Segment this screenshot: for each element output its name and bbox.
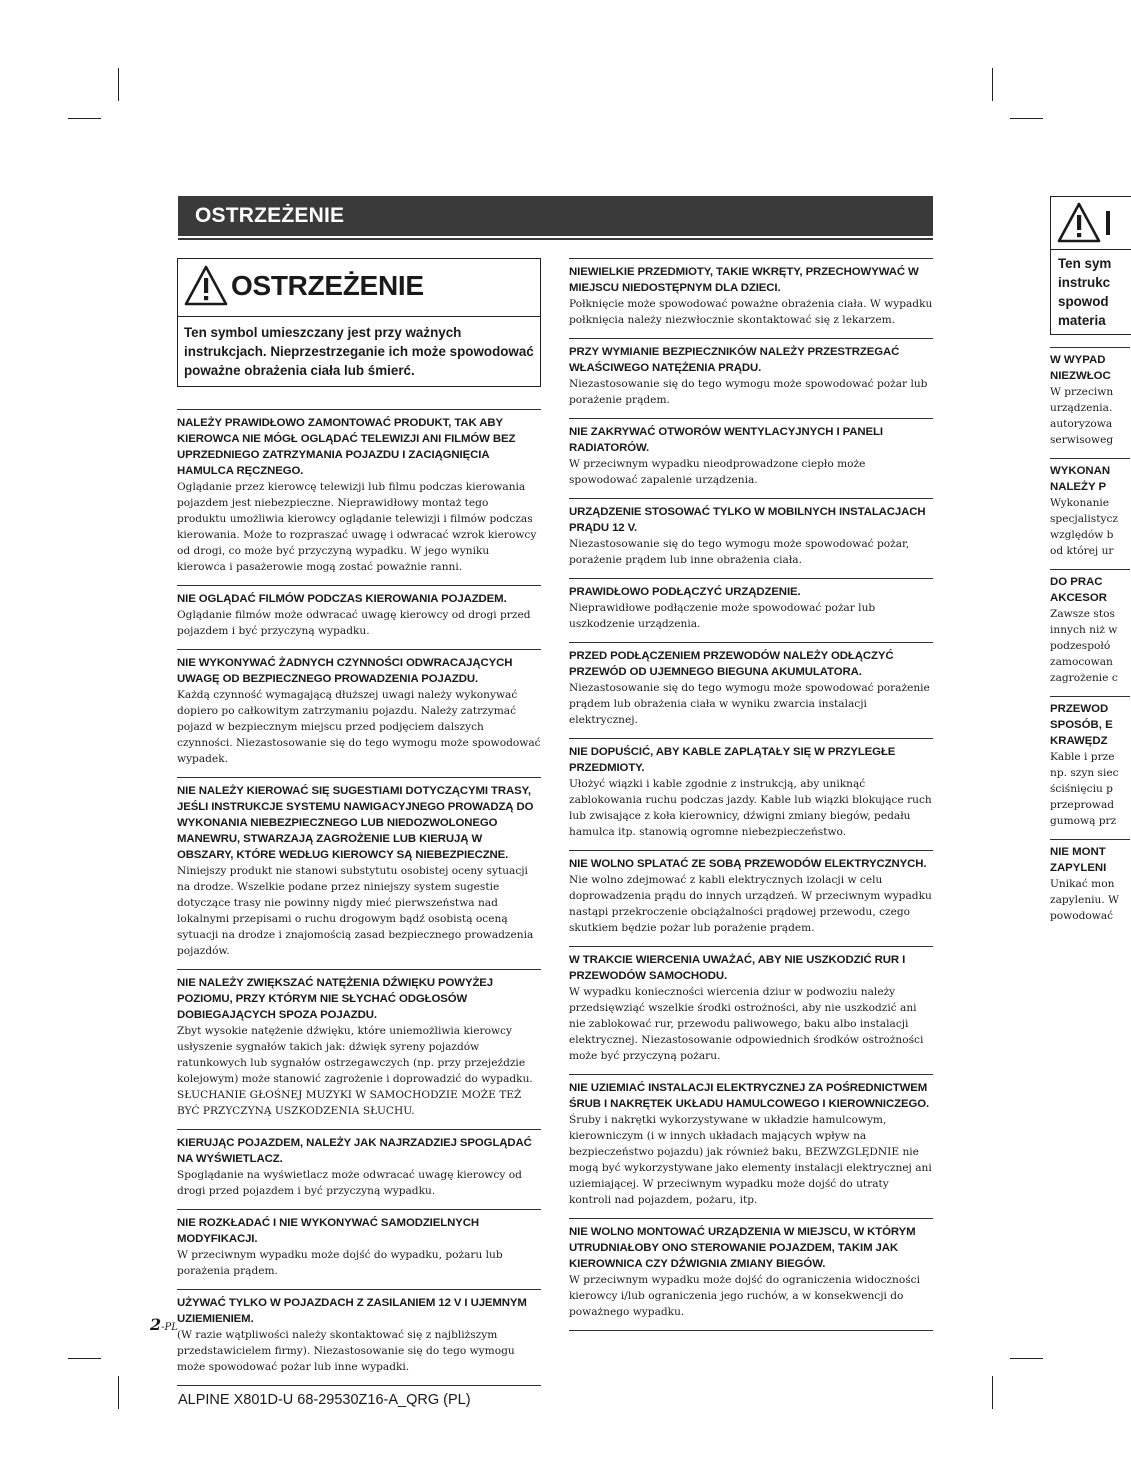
peek-box-text: [1051, 250, 1131, 334]
warning-item-heading: NIEWIELKIE PRZEDMIOTY, TAKIE WKRĘTY, PRZECHOWYWAĆ W MIEJSCU NIEDOSTĘPNYM DLA DZIECI.: [569, 266, 919, 294]
crop-mark: [1010, 118, 1043, 119]
peek-item-text: podzespołó: [1050, 640, 1111, 652]
warning-item-text: W przeciwnym wypadku może dojść do wypadku, pożaru lub porażenia prądem.: [177, 1249, 503, 1277]
warning-item-heading: UŻYWAĆ TYLKO W POJAZDACH Z ZASILANIEM 12 V I UJEMNYM UZIEMIENIEM.: [177, 1297, 527, 1325]
left-items: [177, 409, 541, 1375]
peek-warning-head: [1051, 197, 1131, 250]
warning-item: [177, 649, 541, 767]
warning-item-heading: NIE OGLĄDAĆ FILMÓW PODCZAS KIEROWANIA POJAZDEM.: [177, 593, 507, 605]
peek-item-text: urządzenia.: [1050, 402, 1113, 414]
footer-label: ALPINE X801D-U 68-29530Z16-A_QRG (PL): [178, 1392, 471, 1408]
warning-item: [569, 946, 933, 1064]
crop-mark: [118, 68, 119, 101]
warning-item: [177, 409, 541, 575]
warning-item-text: Śruby i nakrętki wykorzystywane w układzie hamulcowym, kierowniczym (i w innych układach mających wpływ na bezpieczeństwo pojazdu) jak również baku, BEZWZGLĘDNIE nie mogą być wykorzystywane jako elementy instalacji elektrycznej ani uziemiającej. W przeciwnym wypadku może dojść do utraty kontroli nad pojazdem, pożaru, itp.: [569, 1114, 932, 1206]
peek-item-text: powodować: [1050, 910, 1114, 922]
warning-item: [177, 777, 541, 959]
peek-item-text: serwisoweg: [1050, 434, 1114, 446]
peek-item-text: Unikać mon: [1050, 878, 1115, 890]
peek-item-heading: NALEŻY P: [1050, 481, 1107, 493]
next-page-peek: [1050, 196, 1130, 936]
warning-item: [177, 1289, 541, 1375]
warning-item: [177, 1129, 541, 1199]
warning-item-text: Zbyt wysokie natężenie dźwięku, które uniemożliwia kierowcy usłyszenie sygnałów takich jak: dźwięk syreny pojazdów ratunkowych lub sygnałów ostrzegawczych (np. przy przejeździe kolejowym) może stanowić zagrożenie i doprowadzić do wypadku. SŁUCHANIE GŁOŚNEJ MUZYKI W SAMOCHODZIE MOŻE TEŻ BYĆ PRZYCZYNĄ USZKODZENIA SŁUCHU.: [177, 1025, 533, 1117]
warning-box-head: [178, 259, 540, 317]
warning-item-heading: NIE UZIEMIAĆ INSTALACJI ELEKTRYCZNEJ ZA POŚREDNICTWEM ŚRUB I NAKRĘTEK UKŁADU HAMULCOWEGO I KIEROWNICZEGO.: [569, 1082, 930, 1110]
left-column: [177, 258, 541, 1386]
peek-item-heading: W WYPAD: [1050, 354, 1106, 366]
page-number-value: 2: [150, 1315, 162, 1334]
warning-item-heading: PRZY WYMIANIE BEZPIECZNIKÓW NALEŻY PRZESTRZEGAĆ WŁAŚCIWEGO NATĘŻENIA PRĄDU.: [569, 346, 900, 374]
peek-item-heading: WYKONAN: [1050, 465, 1111, 477]
warning-item: [177, 969, 541, 1119]
peek-item-text: np. szyn siec: [1050, 767, 1119, 779]
warning-item-heading: URZĄDZENIE STOSOWAĆ TYLKO W MOBILNYCH INSTALACJACH PRĄDU 12 V.: [569, 506, 926, 534]
peek-item-heading: DO PRAC: [1050, 576, 1103, 588]
warning-item-heading: NIE WOLNO MONTOWAĆ URZĄDZENIA W MIEJSCU, W KTÓRYM UTRUDNIAŁOBY ONO STEROWANIE POJAZDEM, TAKIM JAK KIEROWNICA CZY DŹWIGNIA ZMIANY BIEGÓW.: [569, 1226, 916, 1270]
warning-box: [177, 258, 541, 387]
warning-item: [569, 418, 933, 488]
warning-item: [177, 1209, 541, 1279]
warning-item-text: Ułożyć wiązki i kable zgodnie z instrukcją, aby uniknąć zablokowania ruchu podczas jazdy. Kable lub wiązki blokujące ruch lub zwisające z koła kierownicy, dźwigni zmiany biegów, pedału hamulca itp. stanowią ogromne niebezpieczeństwo.: [569, 778, 932, 838]
warning-item-heading: NIE DOPUŚCIĆ, ABY KABLE ZAPLĄTAŁY SIĘ W PRZYLEGŁE PRZEDMIOTY.: [569, 746, 896, 774]
peek-item: [1050, 569, 1130, 686]
peek-item: [1050, 696, 1130, 829]
peek-item-text: Wykonanie: [1050, 497, 1110, 509]
warning-item-heading: PRAWIDŁOWO PODŁĄCZYĆ URZĄDZENIE.: [569, 586, 801, 598]
peek-items: [1050, 347, 1130, 924]
warning-item-heading: W TRAKCIE WIERCENIA UWAŻAĆ, ABY NIE USZKODZIĆ RUR I PRZEWODÓW SAMOCHODU.: [569, 954, 906, 982]
warning-item: [569, 1218, 933, 1320]
warning-item-text: Niniejszy produkt nie stanowi substytutu osobistej oceny sytuacji na drodze. Wszelkie podane przez niniejszy system sugestie dotyczące trasy nie powinny nigdy mieć pierwszeństwa nad lokalnymi przepisami o ruchu drogowym bądź osobistą oceną sytuacji na drodze i znajomością zasad bezpiecznego prowadzenia pojazdów.: [177, 865, 534, 957]
page-suffix: -PL: [161, 1322, 178, 1333]
warning-item-text: Nieprawidłowe podłączenie może spowodować pożar lub uszkodzenie urządzenia.: [569, 602, 876, 630]
crop-mark: [68, 118, 101, 119]
warning-item: [569, 738, 933, 840]
warning-item-heading: PRZED PODŁĄCZENIEM PRZEWODÓW NALEŻY ODŁĄCZYĆ PRZEWÓD OD UJEMNEGO BIEGUNA AKUMULATORA.: [569, 650, 894, 678]
warning-item: [569, 642, 933, 728]
warning-item-text: Każdą czynność wymagającą dłuższej uwagi należy wykonywać dopiero po całkowitym zatrzymaniu pojazdu. Należy zatrzymać pojazd w bezpiecznym miejscu przed podjęciem dalszych czynności. Niezastosowanie się do tego wymogu może spowodować wypadek.: [177, 689, 541, 765]
warning-triangle-icon: [1057, 201, 1101, 245]
peek-box-line: instrukc: [1058, 275, 1111, 290]
warning-item: [569, 578, 933, 632]
peek-title-fragment: [1106, 211, 1110, 235]
warning-item-text: Niezastosowanie się do tego wymogu może spowodować porażenie prądem lub obrażenia ciała w wyniku zwarcia instalacji elektrycznej.: [569, 682, 930, 726]
section-rule: [178, 238, 933, 240]
peek-item-text: W przeciwn: [1050, 386, 1114, 398]
peek-item-heading: PRZEWOD: [1050, 703, 1109, 715]
peek-item-text: autoryzowa: [1050, 418, 1113, 430]
peek-item-text: innych niż w: [1050, 624, 1118, 636]
warning-item-heading: NIE NALEŻY ZWIĘKSZAĆ NATĘŻENIA DŹWIĘKU POWYŻEJ POZIOMU, PRZY KTÓRYM NIE SŁYCHAĆ ODGŁOSÓW DOBIEGAJĄCYCH SPOZA POJAZDU.: [177, 977, 494, 1021]
warning-item: [569, 338, 933, 408]
warning-item-text: Oglądanie filmów może odwracać uwagę kierowcy od drogi przed pojazdem i być przyczyną wypadku.: [177, 609, 531, 637]
warning-item-text: Niezastosowanie się do tego wymogu może spowodować pożar lub porażenie prądem.: [569, 378, 928, 406]
warning-item: [569, 850, 933, 936]
peek-item-heading: NIE MONT: [1050, 846, 1106, 858]
peek-box-line: materia: [1058, 313, 1106, 328]
peek-item-text: przeprowad: [1050, 799, 1115, 811]
warning-box-title: OSTRZEŻENIE: [231, 270, 424, 301]
peek-item: [1050, 839, 1130, 924]
warning-item-heading: NIE ROZKŁADAĆ I NIE WYKONYWAĆ SAMODZIELNYCH MODYFIKACJI.: [177, 1217, 479, 1245]
peek-warning-box: [1050, 196, 1131, 335]
peek-item-text: Zawsze stos: [1050, 608, 1115, 620]
peek-item-heading: ZAPYLENI: [1050, 862, 1107, 874]
warning-item-text: (W razie wątpliwości należy skontaktować się z najbliższym przedstawicielem firmy). Niezastosowanie się do tego wymogu może spowodować pożar lub inne wypadki.: [177, 1329, 515, 1373]
crop-mark: [992, 1376, 993, 1409]
section-title: OSTRZEŻENIE: [195, 204, 345, 227]
warning-item-text: W przeciwnym wypadku nieodprowadzone ciepło może spowodować zapalenie urządzenia.: [569, 458, 866, 486]
warning-item-heading: NIE WOLNO SPLATAĆ ZE SOBĄ PRZEWODÓW ELEKTRYCZNYCH.: [569, 858, 927, 870]
warning-item-heading: NIE NALEŻY KIEROWAĆ SIĘ SUGESTIAMI DOTYCZĄCYMI TRASY, JEŚLI INSTRUKCJE SYSTEMU NAWIGACYJNEGO PROWADZĄ DO WYKONANIA NIEBEZPIECZNEGO LUB NIEDOZWOLONEGO MANEWRU, STWARZAJĄ ZAGROŻENIE LUB KIERUJĄ W OBSZARY, KTÓRE WEDŁUG KIEROWCY SĄ NIEBEZPIECZNE.: [177, 785, 534, 861]
warning-item-text: Oglądanie przez kierowcę telewizji lub filmu podczas kierowania pojazdem jest niebezpieczne. Nieprawidłowy montaż tego produktu umożliwia kierowcy oglądanie telewizji i filmów podczas kierowania. Może to rozpraszać uwagę i odwracać wzrok kierowcy od drogi, co może być przyczyną wypadku. W jego wyniku kierowca i pasażerowie mogą zostać poważnie ranni.: [177, 481, 537, 573]
warning-item: [569, 1074, 933, 1208]
crop-mark: [118, 1376, 119, 1409]
right-column: [569, 258, 933, 1331]
warning-item-heading: NIE WYKONYWAĆ ŻADNYCH CZYNNOŚCI ODWRACAJĄCYCH UWAGĘ OD BEZPIECZNEGO PROWADZENIA POJAZDU.: [177, 657, 513, 685]
peek-item: [1050, 347, 1130, 448]
crop-mark: [992, 68, 993, 101]
peek-item-text: zagrożenie c: [1050, 672, 1118, 684]
warning-box-text: Ten symbol umieszczany jest przy ważnych instrukcjach. Nieprzestrzeganie ich może spowodować poważne obrażenia ciała lub śmierć.: [184, 325, 534, 378]
peek-item-heading: KRAWĘDZ: [1050, 735, 1108, 747]
right-items: [569, 258, 933, 1320]
warning-item-heading: NIE ZAKRYWAĆ OTWORÓW WENTYLACYJNYCH I PANELI RADIATORÓW.: [569, 426, 883, 454]
warning-item-text: Spoglądanie na wyświetlacz może odwracać uwagę kierowcy od drogi przed pojazdem i być przyczyną wypadku.: [177, 1169, 522, 1197]
column-end-rule: [569, 1330, 933, 1331]
peek-item-text: Kable i prze: [1050, 751, 1115, 763]
warning-item-text: W wypadku konieczności wiercenia dziur w podwoziu należy przedsięwziąć wszelkie środki ostrożności, aby nie uszkodzić ani nie zablokować rur, przewodu paliwowego, baku albo instalacji elektrycznej. Niezastosowanie odpowiednich środków ostrożności może być przyczyną pożaru.: [569, 986, 924, 1062]
peek-item: [1050, 458, 1130, 559]
peek-item-text: gumową prz: [1050, 815, 1117, 827]
warning-item: [569, 498, 933, 568]
warning-item-text: Połknięcie może spowodować poważne obrażenia ciała. W wypadku połknięcia należy niezwłocznie skontaktować się z lekarzem.: [569, 298, 933, 326]
peek-item-text: od której ur: [1050, 545, 1114, 557]
warning-item-text: Niezastosowanie się do tego wymogu może spowodować pożar, porażenie prądem lub inne obrażenia ciała.: [569, 538, 910, 566]
warning-item-text: Nie wolno zdejmować z kabli elektrycznych izolacji w celu doprowadzenia prądu do innych urządzeń. W przeciwnym wypadku nastąpi przekroczenie obciążalności prądowej przewodu, czego skutkiem będzie pożar lub porażenie prądem.: [569, 874, 932, 934]
warning-triangle-icon: [184, 264, 228, 308]
warning-item-heading: NALEŻY PRAWIDŁOWO ZAMONTOWAĆ PRODUKT, TAK ABY KIEROWCA NIE MÓGŁ OGLĄDAĆ TELEWIZJI ANI FILMÓW BEZ UPRZEDNIEGO ZATRZYMANIA POJAZDU I ZACIĄGNIĘCIA HAMULCA RĘCZNEGO.: [177, 417, 516, 477]
peek-item-text: specjalistycz: [1050, 513, 1118, 525]
peek-item-text: zapyleniu. W: [1050, 894, 1119, 906]
section-header: [178, 196, 933, 236]
warning-item: [177, 585, 541, 639]
peek-item-text: ściśnięciu p: [1050, 783, 1113, 795]
crop-mark: [1010, 1358, 1043, 1359]
crop-mark: [68, 1358, 101, 1359]
page-number: [150, 1315, 178, 1334]
peek-item-heading: NIEZWŁOC: [1050, 370, 1111, 382]
peek-box-line: Ten sym: [1058, 256, 1112, 271]
peek-box-line: spowod: [1058, 294, 1109, 309]
peek-item-text: względów b: [1050, 529, 1114, 541]
warning-item: [569, 258, 933, 328]
column-end-rule: [177, 1385, 541, 1386]
peek-item-heading: SPOSÓB, E: [1050, 719, 1113, 731]
peek-item-heading: AKCESOR: [1050, 592, 1107, 604]
warning-item-heading: KIERUJĄC POJAZDEM, NALEŻY JAK NAJRZADZIEJ SPOGLĄDAĆ NA WYŚWIETLACZ.: [177, 1137, 532, 1165]
warning-item-text: W przeciwnym wypadku może dojść do ograniczenia widoczności kierowcy i/lub ograniczenia jego ruchów, a w konsekwencji do poważnego wypadku.: [569, 1274, 920, 1318]
peek-item-text: zamocowan: [1050, 656, 1113, 668]
